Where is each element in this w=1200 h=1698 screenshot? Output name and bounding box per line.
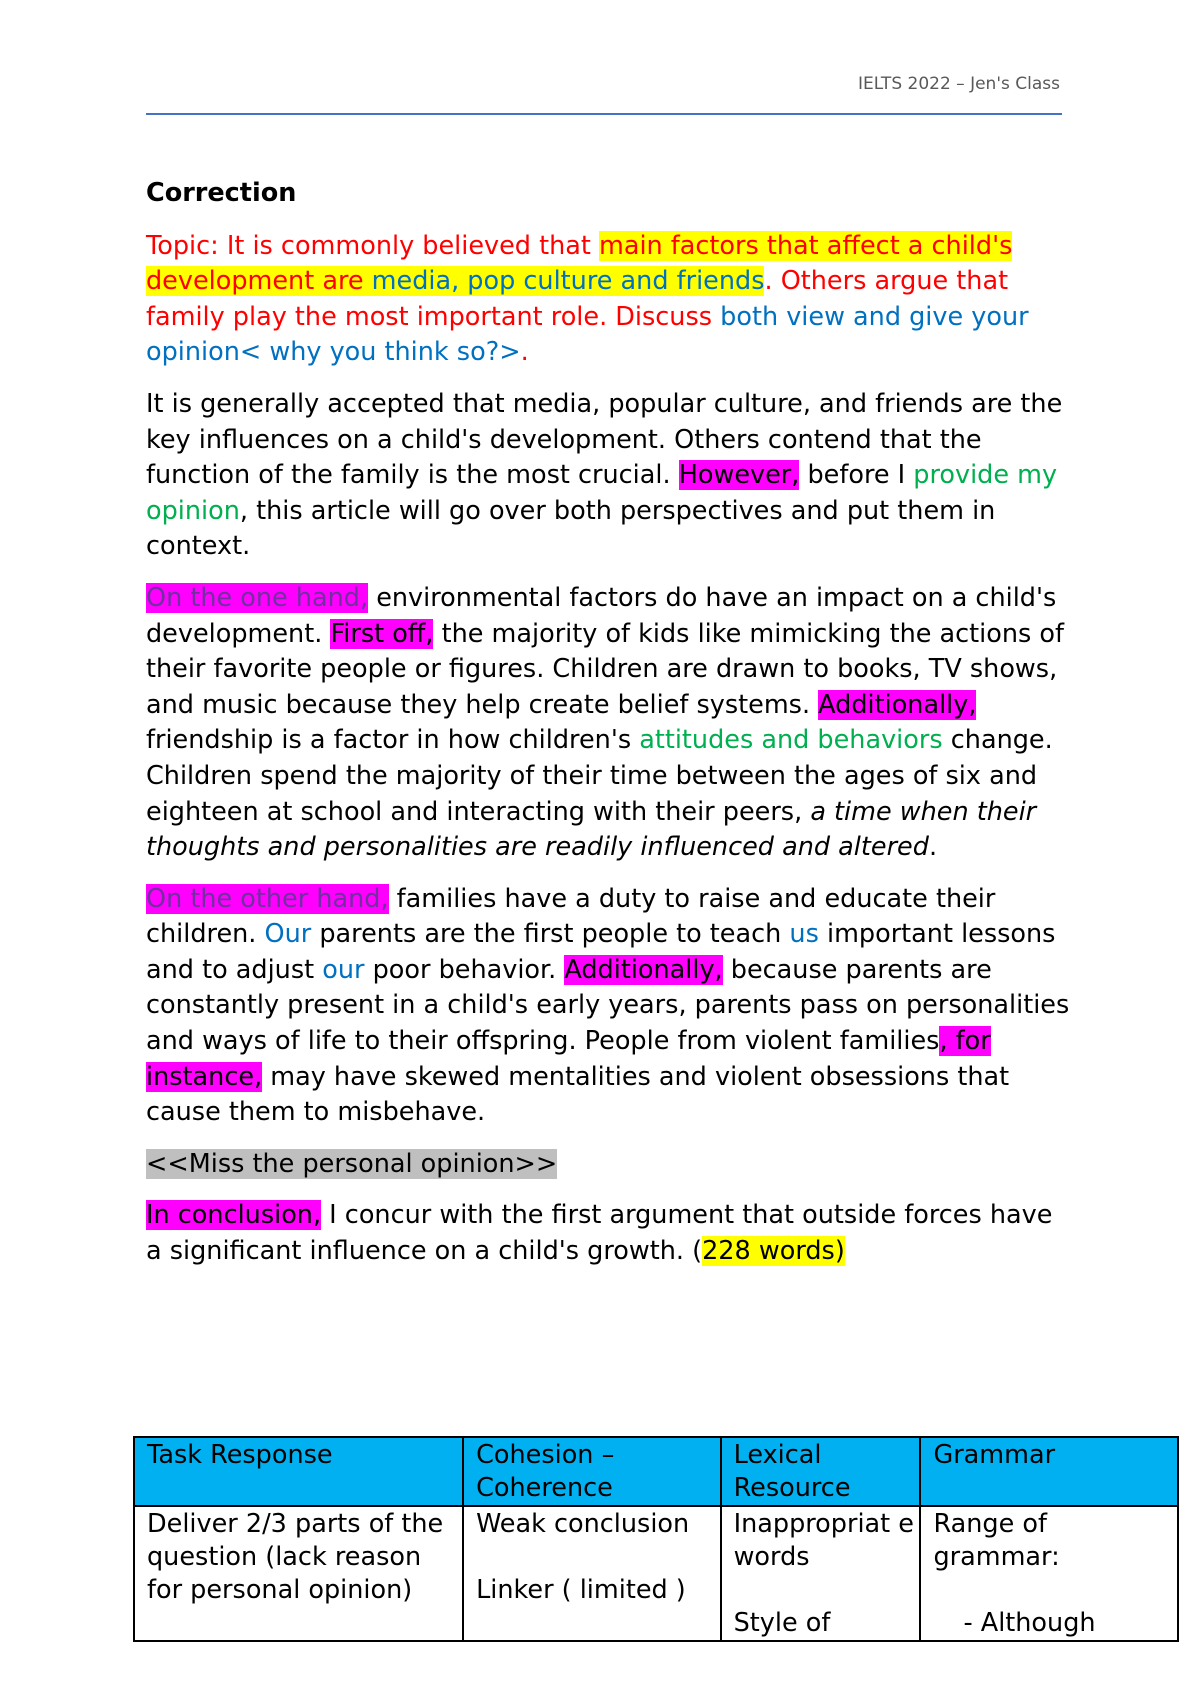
topic-middle: . Others argue that family play the most important role. Discuss	[146, 266, 1009, 332]
body-paragraph-2	[146, 882, 1076, 1131]
teacher-note	[146, 1147, 1076, 1183]
task-response-comment: Deliver 2/3 parts of the question (lack reason for personal opinion)	[147, 1509, 444, 1605]
document-body	[146, 176, 1076, 1286]
cell-grammar	[920, 1506, 1178, 1641]
body2-blue-our-2: our	[322, 954, 365, 985]
topic-highlight-text: main factors that affect a child's development are	[146, 230, 1013, 297]
intro-text-b: before I	[799, 460, 914, 491]
grammar-list-item: - Although	[963, 1608, 1096, 1638]
header-grammar: Grammar	[920, 1437, 1178, 1506]
topic-paragraph	[146, 229, 1076, 371]
header-task-response: Task Response	[134, 1437, 463, 1506]
body1-text-b: the majority of kids like mimicking the actions of their favorite people or figures. Children are drawn to books, TV shows, and music because they help create belief systems.	[146, 618, 1064, 720]
linker-on-the-other-hand: On the other hand,	[146, 883, 389, 914]
linker-however: However,	[678, 460, 800, 491]
body1-text-d: change. Children spend the majority of their time between the ages of six and eighteen at school and interacting with their peers,	[146, 725, 1053, 827]
linker-for-instance: , for instance,	[146, 1026, 991, 1092]
body2-text-d: poor behavior.	[364, 954, 565, 985]
page-title: Correction	[146, 178, 297, 208]
intro-paragraph	[146, 387, 1076, 565]
rubric-table	[133, 1436, 1179, 1642]
body1-green-phrase: attitudes and behaviors	[639, 725, 943, 756]
table-row	[134, 1506, 1178, 1641]
rubric-header-row	[134, 1437, 1178, 1506]
intro-green-phrase: provide my opinion	[146, 460, 1058, 526]
body2-text-a: families have a duty to raise and educate their children.	[146, 883, 996, 950]
header-rule	[146, 113, 1062, 115]
body-paragraph-1	[146, 581, 1076, 866]
linker-in-conclusion: In conclusion,	[146, 1200, 322, 1231]
body1-text-c: friendship is a factor in how children's	[146, 725, 640, 756]
linker-on-the-one-hand: On the one hand,	[146, 582, 369, 613]
cell-cohesion	[463, 1506, 721, 1641]
word-count: 228 words)	[702, 1236, 845, 1267]
topic-highlight-blue: media, pop culture and friends	[371, 266, 765, 297]
cell-task-response	[134, 1506, 463, 1641]
linker-first-off: First off,	[330, 618, 434, 649]
topic-blue-tail: both view and give your opinion< why you think so?>	[146, 301, 1029, 368]
cell-lexical	[721, 1506, 921, 1641]
body1-text-a: environmental factors do have an impact on a child's development.	[146, 582, 1057, 649]
body2-text-f: may have skewed mentalities and violent obsessions that cause them to misbehave.	[146, 1061, 1010, 1128]
topic-prefix: Topic: It is commonly believed that	[146, 230, 599, 261]
cohesion-comment-2: Linker ( limited )	[476, 1575, 686, 1605]
body2-blue-us: us	[789, 919, 819, 950]
teacher-note-text: <<Miss the personal opinion>>	[146, 1148, 558, 1179]
body2-blue-our-1: Our	[264, 919, 312, 950]
linker-additionally-2: Additionally,	[564, 954, 723, 985]
body2-text-e: because parents are constantly present in a child's early years, parents pass on personalities and ways of life to their offspring. People from violent families	[146, 954, 1070, 1057]
conclusion-paragraph	[146, 1198, 1076, 1269]
body1-end: .	[928, 832, 938, 863]
linker-additionally-1: Additionally,	[818, 689, 977, 720]
body2-text-b: parents are the first people to teach	[311, 919, 790, 950]
header-lexical-resource: Lexical Resource	[721, 1437, 921, 1506]
lexical-comment-1: Inappropriat e words	[733, 1509, 914, 1572]
grammar-comment-1: Range of grammar:	[933, 1509, 1060, 1572]
page-header: IELTS 2022 – Jen's Class	[858, 74, 1060, 94]
intro-text-a: It is generally accepted that media, popular culture, and friends are the key influences on a child's development. Others contend that the function of the family is the most crucial.	[146, 388, 1063, 491]
body1-italic-phrase: a time when their thoughts and personalities are readily influenced and altered	[146, 796, 1037, 863]
intro-text-c: , this article will go over both perspectives and put them in context.	[146, 495, 996, 562]
body2-text-c: important lessons and to adjust	[146, 919, 1056, 985]
conclusion-text: I concur with the first argument that outside forces have a significant influence on a child's growth. (	[146, 1200, 1053, 1267]
cohesion-comment-1: Weak conclusion	[476, 1509, 690, 1539]
topic-end: .	[520, 337, 529, 368]
lexical-comment-2: Style of	[733, 1608, 831, 1638]
header-cohesion-coherence: Cohesion – Coherence	[463, 1437, 721, 1506]
